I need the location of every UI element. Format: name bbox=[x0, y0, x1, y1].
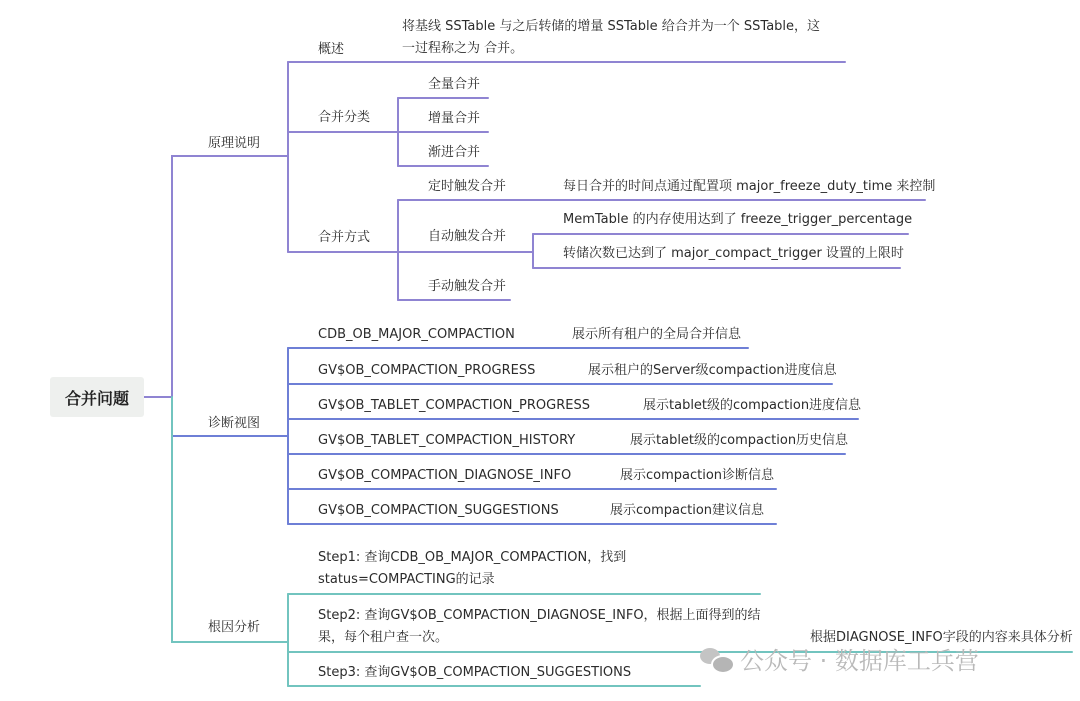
view-desc-6: 展示compaction建议信息 bbox=[610, 503, 765, 518]
branch-principle[interactable]: 原理说明 bbox=[208, 136, 261, 151]
class-item-incremental[interactable]: 增量合并 bbox=[428, 111, 481, 126]
view-desc-1: 展示所有租户的全局合并信息 bbox=[572, 327, 742, 342]
method-auto-detail-2: 转储次数已达到了 major_compact_trigger 设置的上限时 bbox=[563, 246, 904, 261]
method-manual[interactable]: 手动触发合并 bbox=[428, 279, 507, 294]
node-overview[interactable]: 概述 bbox=[318, 42, 345, 57]
view-desc-5: 展示compaction诊断信息 bbox=[620, 468, 775, 483]
view-desc-2: 展示租户的Server级compaction进度信息 bbox=[588, 363, 837, 378]
view-name-6[interactable]: GV$OB_COMPACTION_SUGGESTIONS bbox=[318, 503, 559, 518]
step-3[interactable]: Step3: 查询GV$OB_COMPACTION_SUGGESTIONS bbox=[318, 665, 632, 680]
method-auto[interactable]: 自动触发合并 bbox=[428, 229, 507, 244]
node-classification[interactable]: 合并分类 bbox=[318, 110, 371, 125]
overview-text: 将基线 SSTable 与之后转储的增量 SSTable 给合并为一个 SSTable，这一过程称之为 合并。 bbox=[402, 19, 821, 56]
step-1[interactable]: Step1: 查询CDB_OB_MAJOR_COMPACTION，找到status=COMPACTING的记录 bbox=[318, 550, 627, 587]
step-2-note: 根据DIAGNOSE_INFO字段的内容来具体分析 bbox=[810, 630, 1073, 645]
connector-principle bbox=[172, 156, 288, 397]
method-timed-detail: 每日合并的时间点通过配置项 major_freeze_duty_time 来控制 bbox=[563, 179, 936, 194]
class-item-full[interactable]: 全量合并 bbox=[428, 77, 481, 92]
view-name-3[interactable]: GV$OB_TABLET_COMPACTION_PROGRESS bbox=[318, 398, 590, 413]
class-item-progressive[interactable]: 渐进合并 bbox=[428, 145, 481, 160]
root-node[interactable] bbox=[50, 377, 144, 417]
view-name-5[interactable]: GV$OB_COMPACTION_DIAGNOSE_INFO bbox=[318, 468, 572, 483]
branch-root-cause[interactable]: 根因分析 bbox=[208, 620, 261, 635]
view-desc-4: 展示tablet级的compaction历史信息 bbox=[630, 433, 849, 448]
branch-diagnosis[interactable]: 诊断视图 bbox=[208, 416, 261, 431]
watermark-text: 公众号 · 数据库工兵营 bbox=[740, 647, 979, 675]
connector-rootcause bbox=[172, 397, 288, 642]
root-label: 合并问题 bbox=[64, 388, 129, 408]
method-auto-detail-1: MemTable 的内存使用达到了 freeze_trigger_percentage bbox=[563, 212, 913, 227]
view-desc-3: 展示tablet级的compaction进度信息 bbox=[643, 398, 862, 413]
wechat-icon bbox=[700, 646, 732, 672]
method-timed[interactable]: 定时触发合并 bbox=[428, 179, 507, 194]
view-name-1[interactable]: CDB_OB_MAJOR_COMPACTION bbox=[318, 327, 515, 342]
step-2[interactable]: Step2: 查询GV$OB_COMPACTION_DIAGNOSE_INFO，根据上面得到的结果，每个租户查一次。 bbox=[318, 608, 761, 645]
view-name-2[interactable]: GV$OB_COMPACTION_PROGRESS bbox=[318, 363, 536, 378]
watermark bbox=[700, 641, 979, 676]
node-methods[interactable]: 合并方式 bbox=[318, 230, 371, 245]
view-name-4[interactable]: GV$OB_TABLET_COMPACTION_HISTORY bbox=[318, 433, 576, 448]
